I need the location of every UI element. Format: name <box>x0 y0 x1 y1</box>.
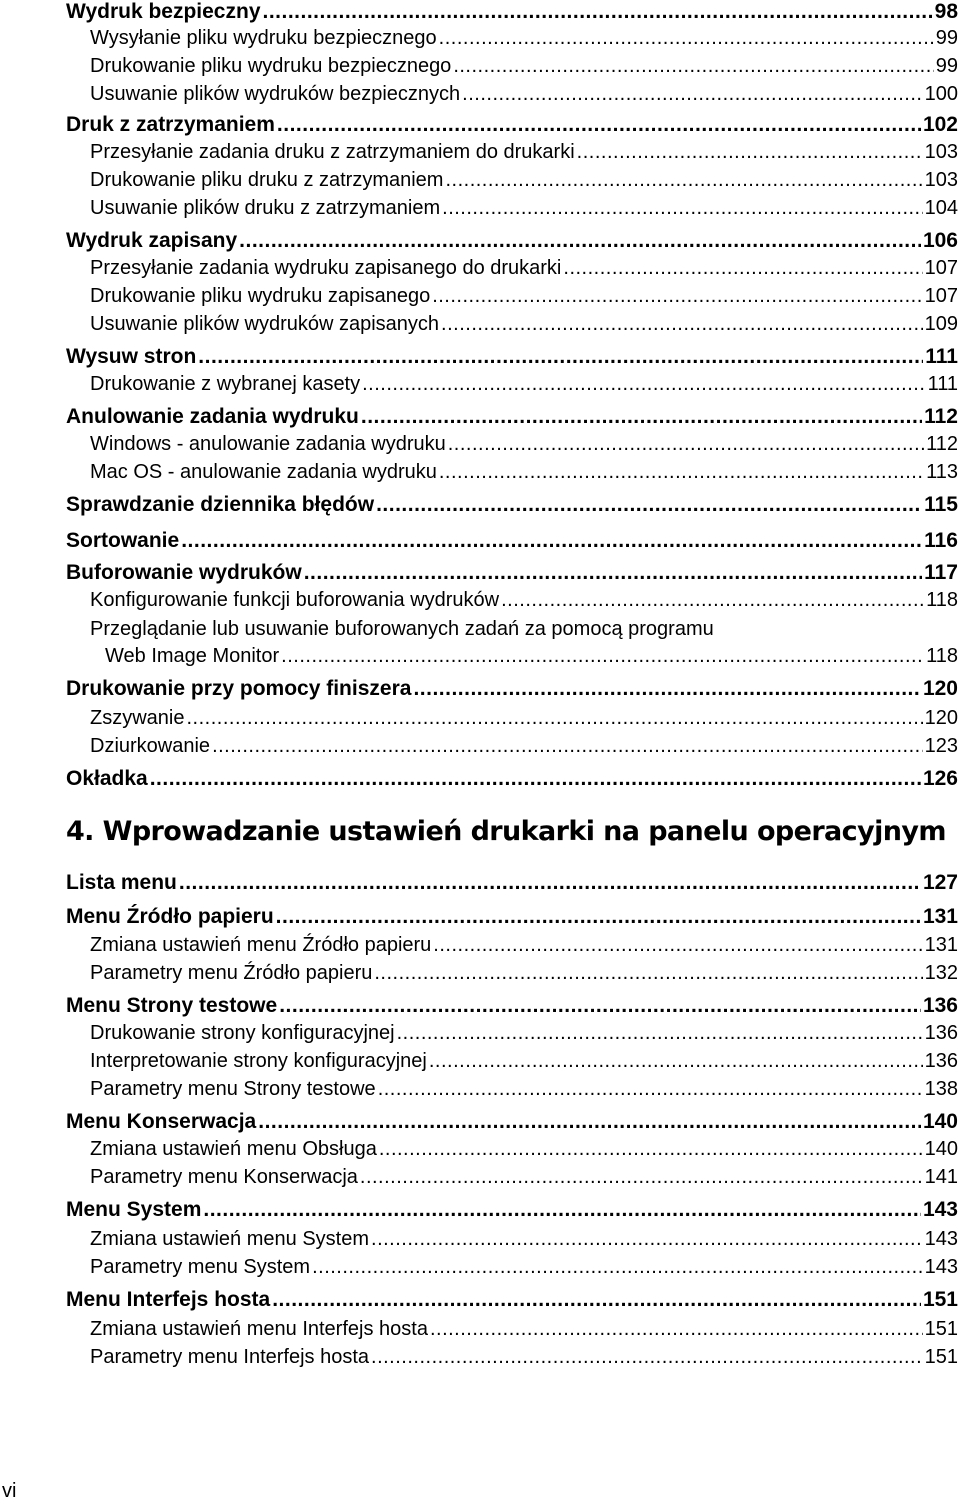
toc-entry-chapter <box>66 871 958 899</box>
dot-leader <box>198 345 923 369</box>
toc-entry-page-number: 120 <box>924 707 958 729</box>
toc-entry-page-number: 109 <box>924 313 958 335</box>
toc-entry-page-number: 143 <box>922 1198 958 1221</box>
dot-leader <box>281 645 924 668</box>
toc-entry-page-number: 123 <box>924 735 958 757</box>
toc-entry-title: Zmiana ustawień menu Źródło papieru <box>90 934 432 956</box>
dot-leader <box>462 83 922 106</box>
toc-entry-page-number: 113 <box>926 461 958 483</box>
toc-entry-page-number: 151 <box>924 1318 958 1340</box>
toc-entry-page-number: 131 <box>922 905 958 928</box>
toc-entry-section <box>90 373 958 401</box>
toc-entry-section <box>90 589 958 617</box>
toc-entry-title: Anulowanie zadania wydruku <box>66 405 359 428</box>
dot-leader <box>430 1318 923 1341</box>
toc-entry-title: Zmiana ustawień menu Obsługa <box>90 1138 377 1160</box>
toc-entry-chapter <box>66 1110 958 1138</box>
toc-entry-section <box>90 1138 958 1166</box>
toc-entry-page-number: 151 <box>924 1346 958 1368</box>
dot-leader <box>378 1078 923 1101</box>
dot-leader <box>563 257 922 280</box>
toc-entry-page-number: 107 <box>924 285 958 307</box>
toc-entry-title: Drukowanie pliku wydruku bezpiecznego <box>90 55 452 77</box>
toc-entry-chapter <box>66 405 958 433</box>
toc-entry-title: Drukowanie pliku wydruku zapisanego <box>90 285 431 307</box>
toc-entry-title: Przesyłanie zadania druku z zatrzymaniem do drukarki <box>90 141 575 163</box>
dot-leader <box>181 529 922 553</box>
dot-leader <box>429 1050 923 1073</box>
toc-entry-title: Menu System <box>66 1198 202 1221</box>
toc-entry-page-number: 102 <box>922 113 958 136</box>
toc-entry-page-number: 99 <box>935 27 958 49</box>
toc-entry-chapter <box>66 905 958 933</box>
toc-entry-section <box>90 1318 958 1346</box>
toc-entry-chapter <box>66 0 958 28</box>
toc-entry-page-number: 116 <box>924 529 958 552</box>
toc-entry-page-number: 104 <box>924 197 958 219</box>
dot-leader <box>279 994 921 1018</box>
toc-entry-section <box>90 1256 958 1284</box>
dot-leader <box>397 1022 923 1045</box>
dot-leader <box>362 373 925 396</box>
toc-entry-title: Zmiana ustawień menu Interfejs hosta <box>90 1318 428 1340</box>
toc-entry-title: Windows - anulowanie zadania wydruku <box>90 433 446 455</box>
toc-entry-chapter <box>66 677 958 705</box>
dot-leader <box>442 197 922 220</box>
toc-entry-section <box>90 313 958 341</box>
toc-entry-section <box>90 461 958 489</box>
toc-entry-page-number: 118 <box>926 645 958 667</box>
dot-leader <box>453 55 933 78</box>
dot-leader <box>239 229 921 253</box>
dot-leader <box>577 141 923 164</box>
toc-entry-page-number: 98 <box>934 0 958 23</box>
dot-leader <box>150 767 921 791</box>
toc-entry-section <box>90 735 958 763</box>
toc-entry-title: Menu Strony testowe <box>66 994 278 1017</box>
toc-entry-section <box>90 707 958 735</box>
toc-entry-title: Interpretowanie strony konfiguracyjnej <box>90 1050 427 1072</box>
toc-entry-section <box>90 27 958 55</box>
dot-leader <box>433 934 922 957</box>
toc-entry-page-number: 131 <box>924 934 958 956</box>
toc-entry-title: Sprawdzanie dziennika błędów <box>66 493 375 516</box>
toc-entry-section <box>90 934 958 962</box>
toc-entry-chapter <box>66 229 958 257</box>
toc-entry-page-number: 112 <box>926 433 958 455</box>
toc-entry-page-number: 141 <box>924 1166 958 1188</box>
toc-entry-chapter <box>66 561 958 589</box>
dot-leader <box>374 962 922 985</box>
toc-entry-section <box>90 197 958 225</box>
toc-entry-title: Drukowanie strony konfiguracyjnej <box>90 1022 395 1044</box>
dot-leader <box>371 1346 923 1369</box>
dot-leader <box>432 285 922 308</box>
dot-leader <box>312 1256 923 1279</box>
toc-entry-title: Wysuw stron <box>66 345 197 368</box>
toc-entry-page-number: 140 <box>924 1138 958 1160</box>
toc-entry-title-line: Przeglądanie lub usuwanie buforowanych zadań za pomocą programu <box>90 618 714 640</box>
toc-entry-section <box>90 169 958 197</box>
toc-entry-title: Lista menu <box>66 871 177 894</box>
toc-entry-page-number: 117 <box>924 561 958 584</box>
toc-entry-title: Druk z zatrzymaniem <box>66 113 275 136</box>
dot-leader <box>360 1166 923 1189</box>
toc-entry-title: Menu Źródło papieru <box>66 905 274 928</box>
toc-entry-title: Wysyłanie pliku wydruku bezpiecznego <box>90 27 437 49</box>
page-number: vi <box>2 1480 17 1502</box>
toc-entry-title: Usuwanie plików wydruków bezpiecznych <box>90 83 461 105</box>
toc-entry-page-number: 140 <box>922 1110 958 1133</box>
toc-entry-title: Usuwanie plików druku z zatrzymaniem <box>90 197 441 219</box>
toc-entry-title: Wydruk bezpieczny <box>66 0 261 23</box>
dot-leader <box>212 735 923 758</box>
toc-entry-section <box>90 83 958 111</box>
toc-entry-section <box>90 1166 958 1194</box>
dot-leader <box>439 27 934 50</box>
toc-entry-section <box>90 433 958 461</box>
toc-entry-page-number: 138 <box>924 1078 958 1100</box>
toc-entry-chapter <box>66 767 958 795</box>
toc-entry-page-number: 111 <box>925 345 958 368</box>
dot-leader <box>277 113 921 137</box>
toc-entry-chapter <box>66 1288 958 1316</box>
toc-entry-page-number: 126 <box>922 767 958 790</box>
dot-leader <box>439 461 924 484</box>
toc-entry-chapter <box>66 994 958 1022</box>
toc-entry-chapter <box>66 1198 958 1226</box>
toc-entry-title: Parametry menu Strony testowe <box>90 1078 376 1100</box>
dot-leader <box>413 677 921 701</box>
toc-entry-page-number: 118 <box>926 589 958 611</box>
toc-entry-title: Wydruk zapisany <box>66 229 238 252</box>
toc-entry-page-number: 143 <box>924 1228 958 1250</box>
toc-entry-title: Konfigurowanie funkcji buforowania wydruków <box>90 589 500 611</box>
toc-entry-chapter <box>66 345 958 373</box>
toc-entry-chapter <box>66 529 958 557</box>
dot-leader <box>276 905 921 929</box>
toc-entry-title: Parametry menu Źródło papieru <box>90 962 373 984</box>
toc-entry-title: Drukowanie przy pomocy finiszera <box>66 677 412 700</box>
toc-entry-page-number: 132 <box>924 962 958 984</box>
dot-leader <box>304 561 922 585</box>
toc-entry-title: Dziurkowanie <box>90 735 211 757</box>
toc-entry-page-number: 136 <box>924 1050 958 1072</box>
toc-entry-title: Okładka <box>66 767 148 790</box>
dot-leader <box>376 493 922 517</box>
toc-entry-page-number: 103 <box>924 141 958 163</box>
toc-entry-page-number: 127 <box>922 871 958 894</box>
toc-entry-section <box>105 645 958 673</box>
toc-entry-title: Menu Interfejs hosta <box>66 1288 271 1311</box>
toc-entry-chapter <box>66 493 958 521</box>
dot-leader <box>203 1198 921 1222</box>
toc-entry-title: Parametry menu System <box>90 1256 311 1278</box>
toc-entry-title: Drukowanie pliku druku z zatrzymaniem <box>90 169 444 191</box>
dot-leader <box>263 0 933 24</box>
dot-leader <box>448 433 924 456</box>
dot-leader <box>258 1110 921 1134</box>
toc-entry-section <box>90 1050 958 1078</box>
dot-leader <box>272 1288 921 1312</box>
toc-entry-page-number: 106 <box>922 229 958 252</box>
toc-entry-section <box>90 285 958 313</box>
toc-entry-title: Parametry menu Interfejs hosta <box>90 1346 370 1368</box>
dot-leader <box>501 589 924 612</box>
dot-leader <box>186 707 922 730</box>
chapter-heading: 4. Wprowadzanie ustawień drukarki na panelu operacyjnym <box>66 816 946 847</box>
dot-leader <box>445 169 922 192</box>
toc-entry-title: Parametry menu Konserwacja <box>90 1166 358 1188</box>
toc-entry-title: Zszywanie <box>90 707 185 729</box>
toc-entry-section <box>90 141 958 169</box>
toc-entry-page-number: 107 <box>924 257 958 279</box>
toc-entry-title: Usuwanie plików wydruków zapisanych <box>90 313 440 335</box>
toc-entry-title: Buforowanie wydruków <box>66 561 302 584</box>
toc-entry-page-number: 100 <box>924 83 958 105</box>
toc-entry-page-number: 112 <box>924 405 958 428</box>
toc-entry-page-number: 99 <box>935 55 958 77</box>
toc-entry-title: Menu Konserwacja <box>66 1110 257 1133</box>
toc-entry-title: Sortowanie <box>66 529 180 552</box>
dot-leader <box>379 1138 923 1161</box>
toc-entry-title: Zmiana ustawień menu System <box>90 1228 370 1250</box>
toc-entry-section <box>90 55 958 83</box>
toc-entry-page-number: 136 <box>922 994 958 1017</box>
toc-entry-title: Przesyłanie zadania wydruku zapisanego do drukarki <box>90 257 562 279</box>
toc-entry-page-number: 143 <box>924 1256 958 1278</box>
toc-entry-section <box>90 1078 958 1106</box>
toc-entry-page-number: 115 <box>924 493 958 516</box>
toc-entry-page-number: 151 <box>922 1288 958 1311</box>
toc-entry-page-number: 111 <box>927 373 958 395</box>
toc-entry-title: Web Image Monitor <box>105 645 280 667</box>
toc-entry-section <box>90 962 958 990</box>
toc-entry-section <box>90 1346 958 1374</box>
toc-entry-section <box>90 1228 958 1256</box>
dot-leader <box>361 405 922 429</box>
toc-entry-page-number: 120 <box>922 677 958 700</box>
toc-entry-page-number: 136 <box>924 1022 958 1044</box>
toc-entry-section <box>90 257 958 285</box>
toc-entry-section <box>90 1022 958 1050</box>
toc-entry-title: Drukowanie z wybranej kasety <box>90 373 361 395</box>
dot-leader <box>179 871 921 895</box>
dot-leader <box>371 1228 923 1251</box>
toc-entry-chapter <box>66 113 958 141</box>
toc-entry-title: Mac OS - anulowanie zadania wydruku <box>90 461 437 483</box>
toc-entry-page-number: 103 <box>924 169 958 191</box>
dot-leader <box>441 313 923 336</box>
